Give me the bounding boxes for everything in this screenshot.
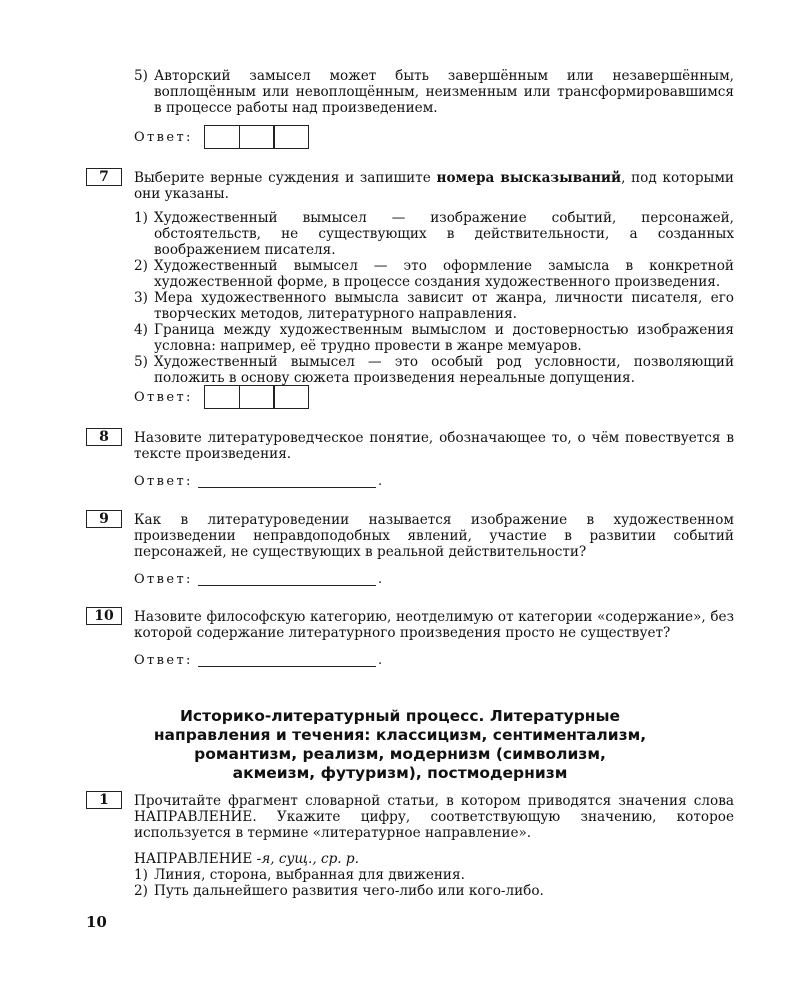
answer-period: . (378, 474, 383, 489)
section-heading-line: акмеизм, футуризм), постмодернизм (232, 764, 568, 782)
option-text: Мера художественного вымысла зависит от жанра, личности писателя, его творческих методов, литературного направления. (154, 290, 734, 322)
option-item (134, 258, 734, 290)
item-number: 5) (134, 68, 148, 84)
answer-cell[interactable] (273, 385, 309, 409)
answer-label: Ответ: (134, 130, 193, 145)
option-text: Художественный вымысел — изображение событий, персонажей, обстоятельств, не существующих в действительности, а созданных воображением писателя. (154, 210, 734, 258)
option-number: 5) (134, 354, 148, 370)
answer-cells[interactable] (204, 385, 309, 409)
answer-line[interactable] (198, 585, 376, 586)
question-number-box: 1 (86, 791, 122, 809)
answer-label: Ответ: (134, 390, 193, 405)
intro-item-5 (134, 68, 734, 116)
answer-period: . (378, 653, 383, 668)
answer-cell[interactable] (273, 125, 309, 149)
question-7-text (134, 170, 734, 202)
question-number-box: 8 (86, 428, 122, 446)
question-number-box: 7 (86, 168, 122, 186)
meaning-text: Линия, сторона, выбранная для движения. (154, 867, 465, 883)
option-number: 2) (134, 258, 148, 274)
answer-cell[interactable] (204, 125, 240, 149)
option-text: Художественный вымысел — это особый род условности, позволяющий положить в основу сюжета произведения нереальные допущения. (154, 354, 734, 386)
option-number: 4) (134, 322, 148, 338)
meaning-item (134, 867, 734, 883)
question-text-part: Выберите верные суждения и запишите (134, 170, 437, 186)
option-text: Граница между художественным вымыслом и достоверностью изображения условна: например, её трудно провести в жанре мемуаров. (154, 322, 734, 354)
option-text: Художественный вымысел — это оформление замысла в конкретной художественной форме, в процессе создания художественного произведения. (154, 258, 734, 290)
answer-cell[interactable] (204, 385, 240, 409)
question-7-options (134, 210, 734, 386)
answer-label: Ответ: (134, 474, 193, 489)
meaning-number: 1) (134, 867, 148, 883)
answer-cells[interactable] (204, 125, 309, 149)
answer-period: . (378, 572, 383, 587)
option-number: 1) (134, 210, 148, 226)
question-8-text: Назовите литературоведческое понятие, обозначающее то, о чём повествуется в тексте произведения. (134, 430, 734, 462)
answer-cell[interactable] (239, 125, 275, 149)
dictionary-entry-headword (134, 851, 359, 867)
option-item (134, 210, 734, 258)
entry-grammar: -я, сущ., ср. р. (252, 851, 359, 867)
question-9-text: Как в литературоведении называется изображение в художественном произведении неправдоподобных явлений, участие в развитии событий персонажей, не существующих в реальной действительности? (134, 512, 734, 560)
question-text-part: , под которыми они указаны. (134, 170, 734, 202)
option-number: 3) (134, 290, 148, 306)
section-heading (140, 707, 660, 783)
option-item (134, 290, 734, 322)
answer-label: Ответ: (134, 572, 193, 587)
dictionary-meanings (134, 867, 734, 899)
answer-label: Ответ: (134, 653, 193, 668)
option-item (134, 322, 734, 354)
answer-line[interactable] (198, 487, 376, 488)
meaning-text: Путь дальнейшего развития чего-либо или кого-либо. (154, 883, 544, 899)
meaning-number: 2) (134, 883, 148, 899)
item-text: Авторский замысел может быть завершённым или незавершённым, воплощённым или невоплощённым, неизменным или трансформировавшимся в процессе работы над произведением. (154, 68, 734, 116)
answer-cell[interactable] (239, 385, 275, 409)
section-heading-line: романтизм, реализм, модернизм (символизм, (194, 745, 606, 763)
meaning-item (134, 883, 734, 899)
question-number-box: 10 (86, 607, 122, 625)
section-heading-line: Историко-литературный процесс. Литературные (179, 707, 621, 725)
question-10-text: Назовите философскую категорию, неотделимую от категории «содержание», без которой содержание литературного произведения просто не существует? (134, 609, 734, 641)
question-1-text: Прочитайте фрагмент словарной статьи, в котором приводятся значения слова НАПРАВЛЕНИЕ. Укажите цифру, соответствующую значению, которое используется в термине «литературное направление». (134, 793, 734, 841)
section-heading-line: направления и течения: классицизм, сентиментализм, (153, 726, 647, 744)
question-number-box: 9 (86, 510, 122, 528)
entry-word: НАПРАВЛЕНИЕ (134, 851, 253, 867)
answer-line[interactable] (198, 666, 376, 667)
question-text-bold: номера высказываний (436, 170, 622, 186)
option-item (134, 354, 734, 386)
page-number: 10 (86, 913, 107, 931)
